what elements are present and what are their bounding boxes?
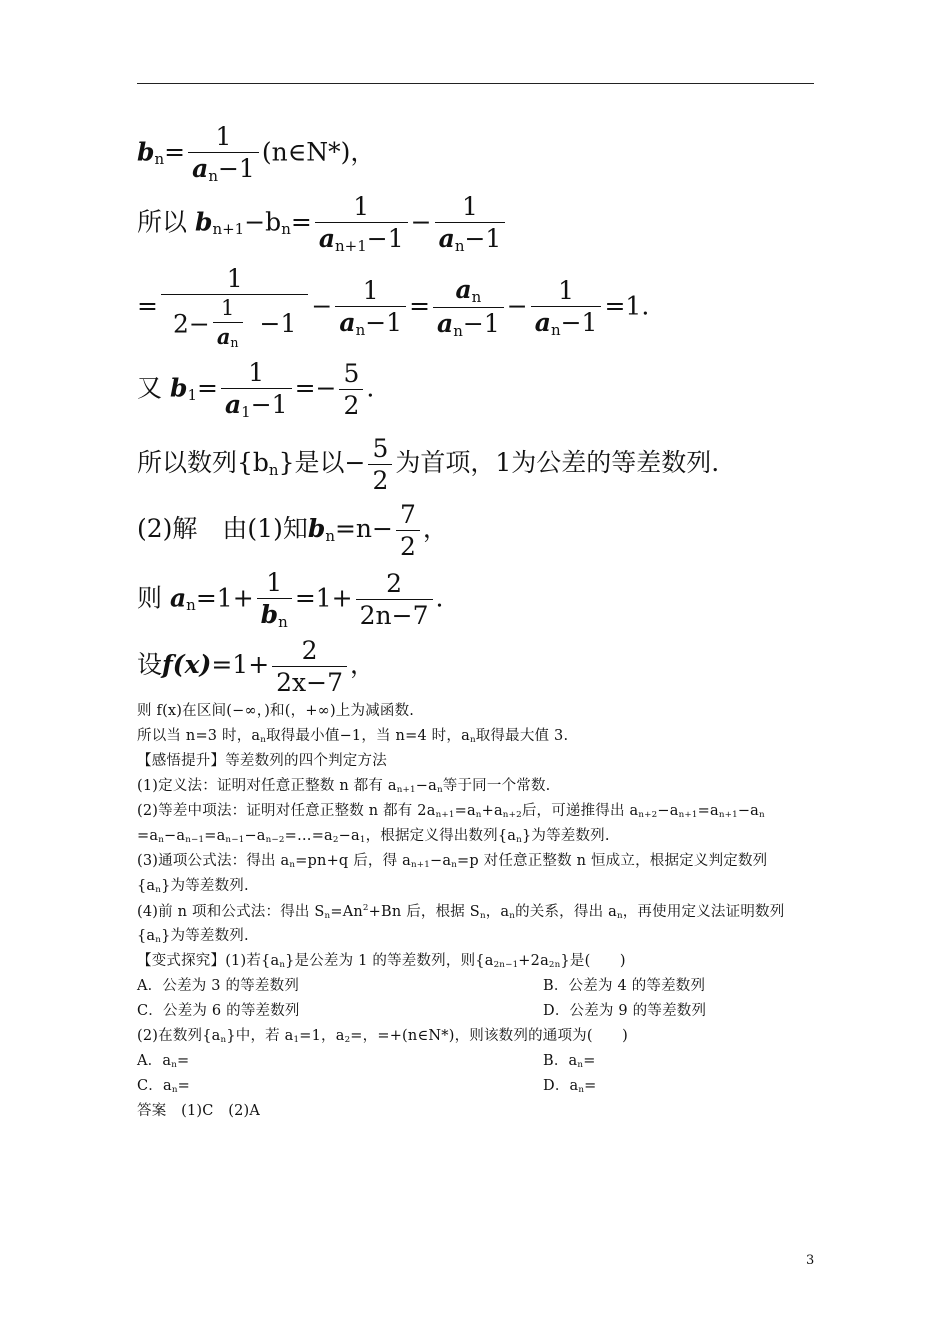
op: =n− xyxy=(334,514,393,543)
sub: n xyxy=(220,1035,227,1046)
math-line-7 xyxy=(137,570,443,630)
span: ，再使用定义法证明数列 xyxy=(622,903,785,920)
span: =a xyxy=(697,803,719,819)
sub: n xyxy=(186,596,196,615)
op: =1+ xyxy=(211,650,270,679)
op: 2− xyxy=(172,309,210,339)
text-line xyxy=(137,804,765,820)
span: =…=a xyxy=(284,828,333,844)
numerator: 1 xyxy=(215,122,232,151)
math-line-5 xyxy=(137,436,719,493)
span: −a xyxy=(429,853,452,869)
span: 后，可递推得出 a xyxy=(521,803,639,819)
sub: n xyxy=(279,960,286,971)
func: f(x) xyxy=(162,650,212,679)
span: {a xyxy=(137,928,156,944)
var: a xyxy=(318,224,336,253)
text-line xyxy=(137,854,767,870)
op: −1 xyxy=(250,390,288,419)
sub: n xyxy=(616,911,623,921)
numerator: 5 xyxy=(372,434,389,463)
numerator: 1 xyxy=(248,358,265,387)
sub: 1 xyxy=(359,835,366,846)
option-a xyxy=(137,1053,189,1069)
question-1 xyxy=(137,954,626,970)
math-line-4 xyxy=(137,360,374,420)
op: = xyxy=(290,207,312,237)
fraction xyxy=(433,274,504,341)
sub: n xyxy=(471,287,482,306)
span: 【变式探究】(1)若{a xyxy=(137,953,280,969)
sub: n xyxy=(281,220,291,239)
span: {a xyxy=(137,878,156,894)
sub: n xyxy=(208,166,218,185)
var: a xyxy=(216,324,231,349)
span: (3)通项公式法：得出 a xyxy=(137,853,290,869)
result: =1. xyxy=(604,291,650,321)
denominator xyxy=(257,598,292,630)
span: −a xyxy=(164,828,186,844)
header-rule xyxy=(137,83,814,84)
span: D．a xyxy=(543,1078,579,1094)
sub: n+1 xyxy=(335,236,367,255)
denominator xyxy=(315,222,408,254)
option-c: C．公差为 6 的等差数列 xyxy=(137,1003,300,1019)
text-line xyxy=(137,929,249,945)
op: =1+ xyxy=(195,583,254,613)
span: B．a xyxy=(543,1053,578,1069)
sub: n xyxy=(158,835,164,846)
span: 取得最大值 3. xyxy=(475,728,569,744)
sub: n xyxy=(154,150,165,169)
numerator: 2 xyxy=(301,636,318,665)
sub: n xyxy=(278,612,288,631)
text-line xyxy=(137,829,610,845)
numerator: 5 xyxy=(343,359,360,389)
math-line-1 xyxy=(137,124,375,184)
span: }是公差为 1 的等差数列，则{a xyxy=(285,953,494,969)
span: ，a xyxy=(485,903,510,920)
span: }为等差数列. xyxy=(161,878,249,894)
option-b: B．公差为 4 的等差数列 xyxy=(543,978,706,994)
var: a xyxy=(438,224,455,253)
span: +Bn 后，根据 S xyxy=(368,903,480,920)
fraction xyxy=(161,266,308,350)
span: =，=+(n∈N*)，则该数列的通项为( ) xyxy=(350,1028,628,1044)
span: 等于同一个常数. xyxy=(442,778,551,794)
span: C．a xyxy=(137,1078,172,1094)
span: +a xyxy=(481,803,503,819)
op: =− xyxy=(294,373,337,403)
var: a xyxy=(455,274,472,304)
denominator: 2x−7 xyxy=(272,666,347,695)
math-line-6 xyxy=(137,502,448,559)
sub: n xyxy=(289,860,296,871)
denominator xyxy=(188,152,259,184)
punct: ， xyxy=(422,514,448,543)
sub: 2n xyxy=(548,960,561,971)
sub: 2 xyxy=(332,835,339,846)
var: a xyxy=(437,309,454,339)
fraction xyxy=(435,194,506,254)
sub: n+1 xyxy=(396,785,416,796)
fraction xyxy=(368,436,392,493)
fraction xyxy=(315,194,408,254)
numerator: 1 xyxy=(266,568,283,597)
var: b xyxy=(194,207,213,237)
punct: . xyxy=(435,583,444,613)
sub: n xyxy=(469,735,476,746)
sub: n xyxy=(453,322,463,341)
section-heading: 【感悟提升】等差数列的四个判定方法 xyxy=(137,753,387,769)
text-line xyxy=(137,879,249,895)
numerator: 2 xyxy=(386,569,403,599)
denominator xyxy=(221,388,292,420)
var: a xyxy=(169,583,187,613)
label: 又 xyxy=(137,373,163,403)
sub: n−1 xyxy=(185,835,205,846)
fraction xyxy=(335,278,406,338)
denominator: 2 xyxy=(339,389,363,418)
option-c xyxy=(137,1078,190,1094)
span: −a xyxy=(657,803,679,819)
numerator: 1 xyxy=(220,296,235,320)
sub: n xyxy=(155,885,162,896)
sub: 2n−1 xyxy=(493,960,519,971)
sub: n xyxy=(516,835,522,846)
denominator xyxy=(531,306,602,338)
var: b xyxy=(137,137,155,167)
op: −1 xyxy=(560,308,598,337)
sub: n−1 xyxy=(225,835,245,846)
fraction xyxy=(356,569,433,631)
span: 取得最小值−1，当 n=4 时，a xyxy=(266,728,470,744)
op: −1 xyxy=(366,224,404,253)
fraction xyxy=(257,570,292,630)
span: =An xyxy=(330,903,363,920)
op: −b xyxy=(244,207,282,237)
fraction xyxy=(531,278,602,338)
sub: 1 xyxy=(187,386,197,405)
option-d xyxy=(543,1079,597,1095)
numerator: 7 xyxy=(399,500,416,529)
domain-text: (n∈N*)， xyxy=(261,137,376,167)
span: =a xyxy=(137,828,159,844)
fraction xyxy=(188,124,259,184)
punct: . xyxy=(366,373,375,403)
numerator: 1 xyxy=(558,276,575,305)
op: −1 xyxy=(464,224,502,253)
denominator xyxy=(433,307,504,339)
sup: 2 xyxy=(362,903,369,913)
question-2 xyxy=(137,1029,628,1045)
var: a xyxy=(224,390,242,419)
sub: n xyxy=(436,785,443,796)
var: a xyxy=(339,308,356,337)
sub: 1 xyxy=(241,402,251,421)
numerator: 1 xyxy=(226,264,243,293)
op: − xyxy=(311,291,333,321)
op: −1 xyxy=(365,308,403,337)
text: 所以数列{b xyxy=(137,448,269,477)
text-line xyxy=(137,904,784,921)
sub: n xyxy=(509,911,516,921)
sub: n xyxy=(171,1085,178,1096)
sub: n−2 xyxy=(265,835,285,846)
op: − xyxy=(410,207,432,237)
math-line-8 xyxy=(137,638,375,695)
denominator: 2 xyxy=(368,464,392,493)
option-row xyxy=(137,1003,707,1019)
span: −a xyxy=(338,828,360,844)
var: b xyxy=(260,600,279,629)
sub: n xyxy=(155,935,162,946)
sub: n xyxy=(759,810,765,821)
span: =p 对任意正整数 n 恒成立，根据定义判定数列 xyxy=(456,853,768,869)
span: (4)前 n 项和公式法：得出 S xyxy=(137,903,325,920)
math-line-2 xyxy=(137,194,508,254)
text-line: 则 f(x)在区间(−∞，)和(，+∞)上为减函数. xyxy=(137,703,415,719)
span: =a xyxy=(454,803,476,819)
denominator xyxy=(161,294,308,350)
punct: ， xyxy=(350,650,376,679)
span: }为等差数列. xyxy=(521,828,610,844)
text-line xyxy=(137,729,568,745)
sub: n+2 xyxy=(502,810,522,821)
option-row xyxy=(137,978,706,994)
sub: n xyxy=(479,911,486,921)
sub: n xyxy=(451,860,457,871)
sub: n xyxy=(475,810,482,821)
sub: n xyxy=(260,735,267,746)
span: +2a xyxy=(518,953,549,969)
var: a xyxy=(192,154,209,183)
span: (2)在数列{a xyxy=(137,1028,221,1044)
span: = xyxy=(583,1053,596,1069)
denominator xyxy=(335,306,406,338)
sub: n+1 xyxy=(410,860,430,871)
sub: 2 xyxy=(344,1035,351,1046)
numerator: 1 xyxy=(353,192,370,221)
numerator xyxy=(433,274,504,308)
sub: n xyxy=(578,1085,585,1096)
option-b xyxy=(543,1054,596,1070)
option-d: D．公差为 9 的等差数列 xyxy=(543,1003,707,1019)
span: −a xyxy=(737,803,760,819)
span: = xyxy=(177,1078,190,1094)
sub: n+1 xyxy=(718,810,738,821)
var: b xyxy=(307,514,326,543)
op: =1+ xyxy=(294,583,353,613)
numerator: 1 xyxy=(462,192,478,221)
op: = xyxy=(197,373,218,403)
sub: n xyxy=(325,526,335,545)
span: −a xyxy=(244,828,266,844)
op: −1 xyxy=(217,154,255,183)
span: }中，若 a xyxy=(226,1028,294,1044)
sub: n+1 xyxy=(212,220,245,239)
sub: n xyxy=(577,1060,584,1071)
op: = xyxy=(164,137,186,167)
op: − xyxy=(506,291,528,321)
sub: n xyxy=(550,320,561,339)
fraction xyxy=(339,359,363,421)
span: ，根据定义得出数列{a xyxy=(365,828,517,844)
answer-line: 答案 (1)C (2)A xyxy=(137,1103,261,1119)
fraction xyxy=(221,360,292,420)
math-line-3 xyxy=(137,266,649,350)
denominator xyxy=(435,222,506,254)
op: = xyxy=(409,291,431,321)
sub: n xyxy=(268,460,279,479)
span: (1)定义法：证明对任意正整数 n 都有 a xyxy=(137,778,397,794)
sub: n+1 xyxy=(678,810,698,821)
span: (2)等差中项法：证明对任意正整数 n 都有 2a xyxy=(137,803,436,819)
fraction xyxy=(272,638,347,695)
sub: n+2 xyxy=(638,810,658,821)
option-row xyxy=(137,1053,596,1071)
span: 的关系，得出 a xyxy=(515,903,617,920)
var: b xyxy=(169,373,188,403)
denominator xyxy=(213,322,243,350)
denominator: 2 xyxy=(396,530,420,559)
sub: n xyxy=(454,236,465,255)
label: 所以 xyxy=(137,207,188,237)
text-line xyxy=(137,779,550,795)
option-a: A．公差为 3 的等差数列 xyxy=(137,978,300,994)
span: =1，a xyxy=(299,1028,345,1044)
op: −1 xyxy=(462,309,500,339)
var: a xyxy=(534,308,551,337)
sub: 1 xyxy=(293,1035,300,1046)
numerator: 1 xyxy=(362,276,379,305)
label: 则 xyxy=(137,583,163,613)
span: 所以当 n=3 时，a xyxy=(137,728,261,744)
span: = xyxy=(177,1053,190,1069)
text: 为首项，1为公差的等差数列. xyxy=(395,448,720,477)
text: (2)解 由(1)知 xyxy=(137,514,308,543)
sub: n xyxy=(230,335,239,351)
span: A．a xyxy=(137,1053,172,1069)
span: −a xyxy=(415,778,437,794)
inner-fraction xyxy=(213,298,243,350)
span: }为等差数列. xyxy=(161,928,249,944)
page-number: 3 xyxy=(806,1253,815,1268)
sub: n xyxy=(324,911,331,921)
span: =a xyxy=(204,828,226,844)
sub: n+1 xyxy=(435,810,455,821)
denominator: 2n−7 xyxy=(356,599,433,628)
span: = xyxy=(584,1078,597,1094)
label: 设 xyxy=(137,650,163,679)
sub: n xyxy=(171,1060,178,1071)
op: = xyxy=(137,291,158,321)
span: =pn+q 后，得 a xyxy=(295,853,411,869)
sub: n xyxy=(355,320,366,339)
fraction xyxy=(396,502,420,559)
text: }是以− xyxy=(278,448,366,477)
span: }是( ) xyxy=(560,953,626,969)
op: −1 xyxy=(259,309,297,339)
option-row xyxy=(137,1078,597,1096)
